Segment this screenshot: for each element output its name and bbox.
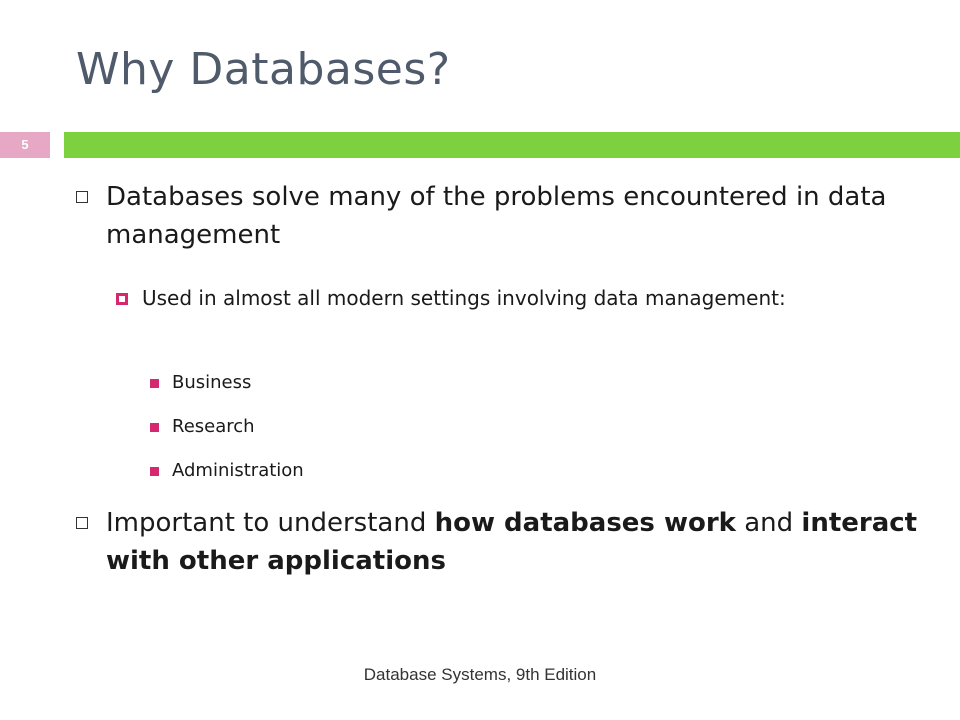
small-square-bullet-icon xyxy=(150,423,159,432)
bullet-text-part: and xyxy=(735,508,802,538)
bullet-important-to-understand xyxy=(76,504,926,580)
list-item xyxy=(150,414,850,440)
list-item xyxy=(150,370,850,396)
list-item-text: Business xyxy=(172,372,252,393)
bullet-text-bold: interact with other applications xyxy=(106,508,918,576)
list-item xyxy=(150,458,850,484)
small-square-bullet-icon xyxy=(150,379,159,388)
bullet-databases-solve xyxy=(76,178,926,254)
small-square-bullet-icon xyxy=(150,467,159,476)
slide-number-badge: 5 xyxy=(0,132,50,158)
bullet-text-bold: how databases work xyxy=(434,508,736,538)
hollow-square-bullet-icon xyxy=(76,517,88,529)
hollow-square-bullet-icon xyxy=(76,191,88,203)
square-bullet-icon xyxy=(116,293,128,305)
slide-footer: Database Systems, 9th Edition xyxy=(363,665,597,684)
sub-bullet-text: Used in almost all modern settings involving data management: xyxy=(142,286,786,310)
title-divider-bar xyxy=(64,132,960,158)
bullet-text-part: Important to understand xyxy=(106,508,435,538)
sub-bullet-modern-settings xyxy=(116,282,906,315)
bullet-text xyxy=(106,504,926,580)
list-item-text: Research xyxy=(172,416,255,437)
slide-title: Why Databases? xyxy=(76,44,451,95)
bullet-text: Databases solve many of the problems encountered in data management xyxy=(106,182,887,250)
list-item-text: Administration xyxy=(172,460,304,481)
